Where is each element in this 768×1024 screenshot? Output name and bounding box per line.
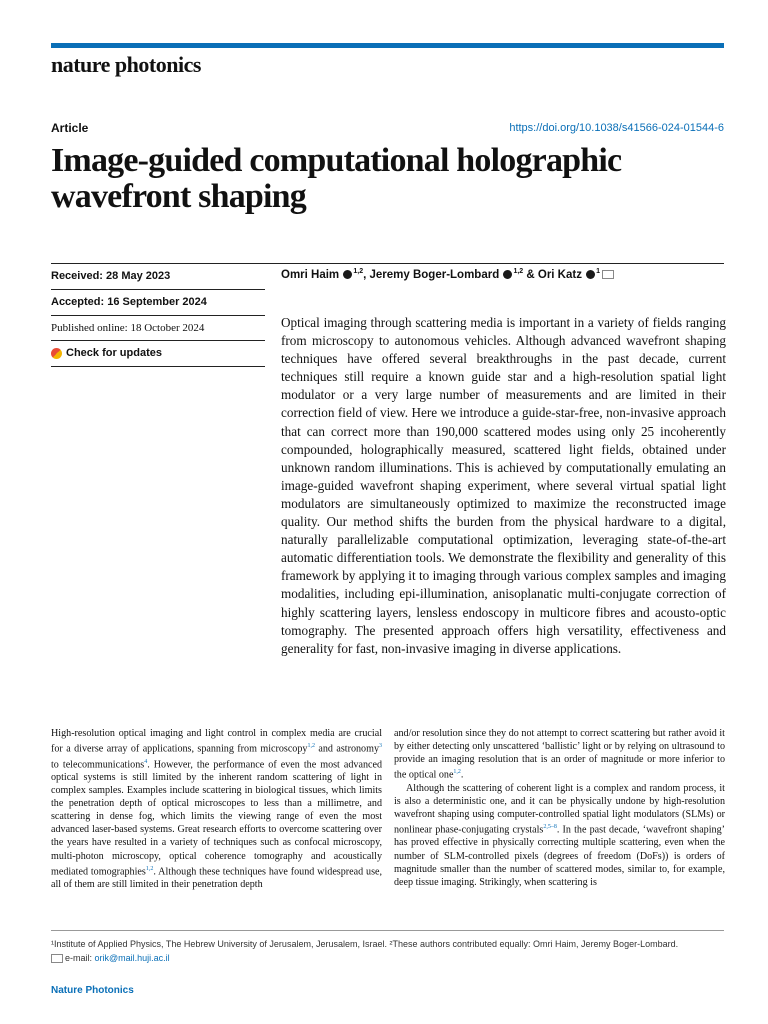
- body-text: .: [460, 769, 464, 781]
- meta-divider: [51, 289, 265, 290]
- body-text: . In the past decade, ‘wavefront shaping’ has proved effective in physically correcting multiple scattering, even when the number of SLM-controlled pixels (degrees of freedom (DoFs)) is orders of magnitude smaller than the number of scattered modes, similar to, for example, deep tissue imaging. Strikingly, when scattering is: [394, 824, 725, 888]
- email-label: e-mail:: [65, 953, 95, 963]
- body-text: High-resolution optical imaging and light control in complex media are crucial for a diverse array of applications, spanning from microscopy: [51, 728, 382, 755]
- article-title: Image-guided computational holographic wavefront shaping: [51, 142, 622, 215]
- citation-ref[interactable]: 1,2: [453, 769, 461, 776]
- author-name[interactable]: Omri Haim: [281, 268, 340, 281]
- article-type: Article: [51, 121, 89, 135]
- mail-icon[interactable]: [602, 270, 614, 279]
- author-separator: &: [523, 268, 538, 281]
- affiliation-note: ¹Institute of Applied Physics, The Hebrew University of Jerusalem, Jerusalem, Israel. ²These authors contributed equally: Omri Haim, Jeremy Boger-Lombard.: [51, 939, 679, 949]
- body-paragraph: [394, 782, 725, 889]
- author-affiliation: 1,2: [353, 268, 364, 275]
- author-list: [281, 268, 614, 281]
- body-column-right: [394, 727, 725, 889]
- header-rule: [51, 43, 724, 48]
- journal-name[interactable]: nature photonics: [51, 52, 201, 77]
- body-text: and/or resolution since they do not attempt to correct scattering but rather avoid it by either detecting only unscattered ‘ballistic’ light or by relying on ultrasound to provide an imaging resolution that is an order of magnitude or more inferior to the optical one: [394, 728, 725, 781]
- author-affiliation: 1,2: [513, 268, 524, 275]
- body-paragraph: [394, 727, 725, 782]
- meta-divider: [51, 315, 265, 316]
- body-text: . Although these techniques have found widespread use, all of them are still limited in their penetration depth: [51, 866, 383, 891]
- author-affiliation: 1: [596, 268, 601, 275]
- orcid-icon[interactable]: [586, 270, 595, 279]
- author-name[interactable]: Jeremy Boger-Lombard: [369, 268, 500, 281]
- meta-divider: [51, 340, 265, 341]
- title-rule: [51, 263, 724, 264]
- body-text: to telecommunications: [51, 758, 145, 770]
- orcid-icon[interactable]: [343, 270, 352, 279]
- footer-journal[interactable]: Nature Photonics: [51, 985, 134, 996]
- author-separator: ,: [363, 268, 370, 281]
- body-text: Although the scattering of coherent light is a complex and random process, it is also a deterministic one, and it can be physically undone by high-resolution wavefront shaping using computer-controlled spatial light modulators (SLMs) or nonlinear phase-conjugating crystals: [394, 782, 725, 836]
- citation-ref[interactable]: 2,5–8: [543, 824, 557, 831]
- body-column-left: [51, 727, 382, 891]
- citation-ref[interactable]: 4: [144, 758, 148, 765]
- mail-icon: [51, 954, 63, 963]
- body-text: and astronomy: [314, 743, 380, 755]
- orcid-icon[interactable]: [503, 270, 512, 279]
- meta-divider: [51, 366, 265, 367]
- received-date: Received: 28 May 2023: [51, 270, 171, 282]
- author-name[interactable]: Ori Katz: [537, 268, 582, 281]
- doi-link[interactable]: https://doi.org/10.1038/s41566-024-01544-6: [509, 122, 724, 134]
- check-updates-button[interactable]: [51, 347, 162, 359]
- citation-ref[interactable]: 1,2: [145, 865, 154, 872]
- email-note: [51, 951, 731, 965]
- footnote-rule: [51, 930, 724, 931]
- citation-ref[interactable]: 3: [379, 743, 383, 750]
- published-date: Published online: 18 October 2024: [51, 322, 205, 334]
- accepted-date: Accepted: 16 September 2024: [51, 296, 207, 308]
- email-link[interactable]: orik@mail.huji.ac.il: [94, 953, 170, 963]
- abstract: Optical imaging through scattering media is important in a variety of fields ranging from microscopy to autonomous vehicles. Although advanced wavefront shaping techniques have offered several breakthroughs in the past decade, current techniques still require a known guide star and a high-resolution spatial light modulator or a very large number of measurements and are limited in their correction field of view. Here we introduce a guide-star-free, non-invasive approach that can correct more than 190,000 scattered modes using only 25 incoherently compounded, holographically measured, scattered light fields, obtained under unknown random illuminations. This is achieved by computationally emulating an image-guided wavefront shaping experiment, where several virtual spatial light modulators are simultaneously optimized to maximize the reconstructed image quality. Our method shifts the burden from the physical hardware to a digital, naturally parallelizable computational optimization, leveraging state-of-the-art automatic differentiation tools. We demonstrate the flexibility and generality of this framework by applying it to imaging through various complex samples and imaging modalities, including epi-illumination, anisoplanatic multi-conjugate correction of highly scattering layers, lensless endoscopy in multicore fibres and acousto-optic tomography. The presented approach offers high versatility, effectiveness and generality for fast, non-invasive imaging in diverse applications.: [281, 315, 726, 656]
- body-text: . However, the performance of even the most advanced optical systems is still limited by the inherent random scattering of light in complex samples. Examples include scattering in biological tissues, which limits the penetration depth of optical microscopes to less than a millimetre, and scattering in dense fog, which limits the viewing range of even the most advanced laser-based systems. Great research efforts to overcome scattering over the years have resulted in a variety of techniques such as confocal microscopy, multi-photon microscopy, optical coherence tomography and acoustically mediated tomographies: [51, 758, 382, 878]
- footnotes: [51, 937, 731, 965]
- citation-ref[interactable]: 1,2: [307, 743, 315, 750]
- body-paragraph: [51, 727, 382, 891]
- crossmark-icon: [51, 348, 62, 359]
- check-updates-label: Check for updates: [66, 347, 162, 359]
